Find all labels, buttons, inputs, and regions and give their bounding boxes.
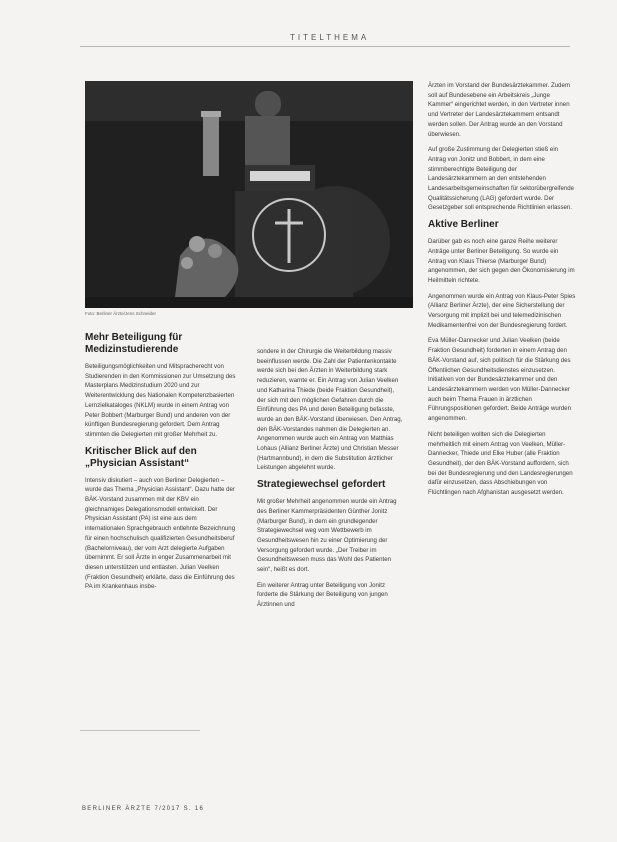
paragraph: Mit großer Mehrheit angenommen wurde ein Antrag des Berliner Kammerpräsidenten Günther Jonitz (Marburger Bund), in dem ein grundlegender Strategiewechsel weg vom Wettbewerb im Gesundheitswesen hin zu einer Optimierung der Versorgung gefordert wurde. „Der Treiber im Gesundheitswesen muss das Wohl des Patienten sein“, heißt es dort. <box>257 498 397 574</box>
photo-caption: Foto: Berliner Ärzte/Jens Schneider <box>85 311 157 316</box>
heading-medizinstudierende: Mehr Beteiligung für Medizinstudierende <box>85 332 183 355</box>
paragraph: Ärzten im Vorstand der Bundesärztekammer. Zudem soll auf Bundesebene ein Arbeitskreis „Junge Kammer“ eingerichtet werden, in den Vertreter innen und Vertreter der Landesärztekammern entsandt werden sollen. Der Antrag wurde an den Vorstand überwiesen. <box>428 82 570 138</box>
heading-strategiewechsel: Strategiewechsel gefordert <box>257 479 386 491</box>
footer-label: BERLINER ÄRZTE 7/2017 S. 16 <box>82 806 205 812</box>
paragraph: Angenommen wurde ein Antrag von Klaus-Peter Spies (Allianz Berliner Ärzte), der eine Sicherstellung der Versorgung mit implizit bei und telemedizinischen Medikamentenfrei von der Bundesregierung fordert. <box>428 292 576 329</box>
article-column-left <box>85 332 237 598</box>
section-title: TITELTHEMA <box>290 33 370 42</box>
heading-aktive-berliner: Aktive Berliner <box>428 219 499 231</box>
paragraph: Intensiv diskutiert – auch von Berliner Delegierten – wurde das Thema „Physician Assistant“. Dazu hatte der BÄK-Vorstand zusammen mit der KBV ein gleichnamiges Delegationsmodell entwickelt. Der Physician Assistant (PA) ist eine aus dem internationalen Sprachgebrauch entlehnte Bezeichnung für einen hochschulisch qualifizierten Gesundheitsberuf (Bachelorniveau), der vom Arzt delegierte Aufgaben übernimmt. Er soll Ärzte in enger Zusammenarbeit mit diesen unterstützen und entlasten. Julian Veelken (Fraktion Gesundheit) erklärte, dass die Einführung des PA im Krankenhaus insbe- <box>85 476 236 591</box>
article-column-middle <box>257 347 404 616</box>
header-divider <box>80 46 570 47</box>
paragraph: Eva Müller-Dannecker und Julian Veelken (beide Fraktion Gesundheit) forderten in einem Antrag den BÄK-Vorstand auf, sich politisch für die Stärkung des Öffentlichen Gesundheitsdienstes einzusetzen. Initiativen von der Bundesärztekammer und den Landesärztekammern werden von Müller-Dannecker auch beim Thema Frauen in ärztlichen Führungspositionen gefordert. Beide Anträge wurden angenommen. <box>428 337 571 423</box>
article-column-right <box>428 81 576 504</box>
paragraph: sondere in der Chirurgie die Weiterbildung massiv beeinflussen werde. Die Zahl der Patientenkontakte werde sich bei den Ärzten in Weiterbildung stark reduzieren, warnte er. Ein Antrag von Julian Veelken und Katharina Thiede (beide Fraktion Gesundheit), der sich mit den möglichen Gefahren durch die Einführung des PA und deren Beteiligung befasste, wurde an den BÄK-Vorstand überwiesen. Den Antrag, den BÄK-Vorstandes nahmen die Delegierten an. Angenommen wurde auch ein Antrag von Matthias Lohaus (Allianz Berliner Ärzte) und Christian Messer (Hartmannbund), in dem die Substitution ärztlicher Leistungen abgelehnt wurde. <box>257 348 403 472</box>
conference-photo <box>85 81 413 308</box>
paragraph: Auf große Zustimmung der Delegierten stieß ein Antrag von Jonitz und Bobbert, in dem eine stimmberechtigte Beteiligung der Landesärztekammern an den entstehenden Landesarbeitsgemeinschaften für sektorübergreifende Qualitätssicherung (LAG) gefordert wurde. Der Gesetzgeber soll entsprechende Richtlinien erlassen. <box>428 146 575 212</box>
footer-divider <box>80 730 200 731</box>
paragraph: Darüber gab es noch eine ganze Reihe weiterer Anträge unter Berliner Beteiligung. So wurde ein Antrag von Klaus Thierse (Marburger Bund) angenommen, der sich gegen den Ökonomisierung im Heilmitteln richtete. <box>428 238 575 284</box>
paragraph: Ein weiterer Antrag unter Beteiligung von Jonitz forderte die Stärkung der Beteiligung von jungen Ärztinnen und <box>257 581 388 609</box>
heading-physician-assistant: Kritischer Blick auf den „Physician Assistant“ <box>85 445 197 469</box>
paragraph: Beteiligungsmöglichkeiten und Mitspracherecht von Studierenden in den Kommissionen zur Umsetzung des Masterplans Medizinstudium 2020 und zur Weiterentwicklung des Nationalen Kompetenzbasierten Lernzielkataloges (NKLM) wurde in einem Antrag von Peter Bobbert (Marburger Bund) und anderen von der künftigen Bundesregierung gefordert. Dem Antrag stimmten die Delegierten mit großer Mehrheit zu. <box>85 363 236 438</box>
paragraph: Nicht beteiligen wollten sich die Delegierten mehrheitlich mit einem Antrag von Veelken, Müller-Dannecker, Thiede und Elke Huber (alle Fraktion Gesundheit), der den BÄK-Vorstand auffordern, sich bei der Bundesregierung und den Landesregierungen dafür einzusetzen, dass Abschiebungen von Flüchtlingen nach Afghanistan ausgesetzt werden. <box>428 430 573 497</box>
